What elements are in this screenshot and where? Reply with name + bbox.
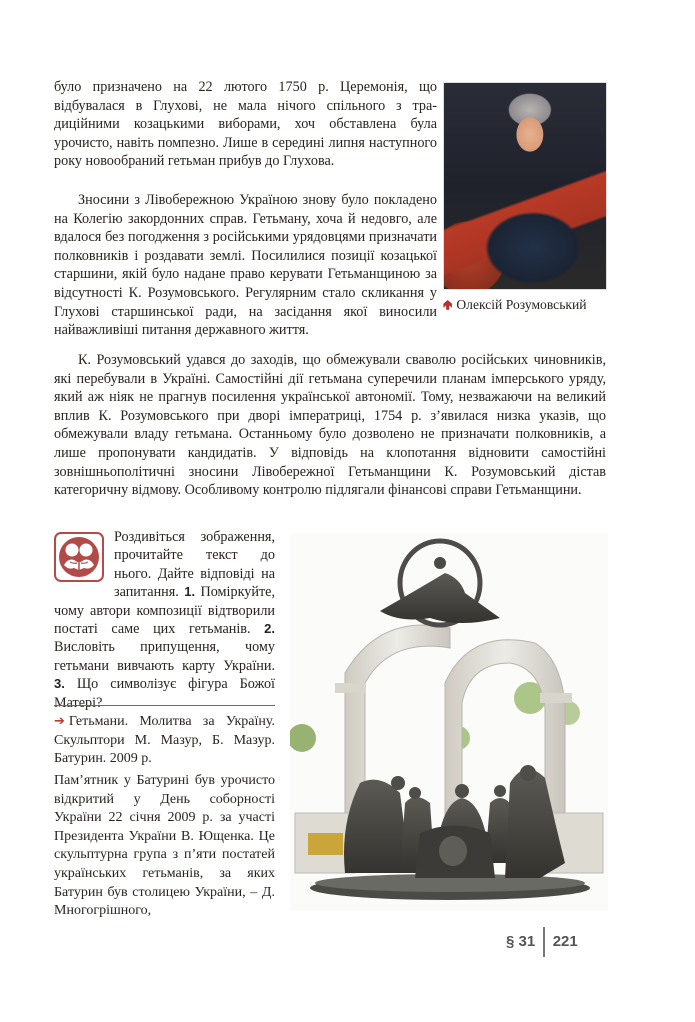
arrow-right-icon: ➔ <box>54 714 65 729</box>
section-number: § 31 <box>506 933 536 950</box>
question-1: Поміркуйте, чому автори композиції відтворили постаті саме цих гетьманів. <box>54 584 275 638</box>
monument-photo <box>290 533 608 911</box>
question-3-number: 3. <box>54 676 65 692</box>
relations-paragraph: Зносини з Лівобережною Україною знову було покладено на Колегію закордонних справ. Гетьману, хоча й недовго, але вдалося без погодження з російськими урядовцями призначати полковників і роздавати землі. Посилилися позиції козацької старшини, якій було надане право керувати Гетьманщиною за відсутності К. Розумовського. Регулярним стало скликання у Глухові старшинської ради, на засідання якої виносили найважливіші питання державного життя. <box>54 192 437 339</box>
portrait-caption <box>443 297 613 314</box>
intro-paragraph: було призначено на 22 лютого 1750 р. Церемонія, що відбувалася в Глухові, не мала нічого спільного з традиційними козацькими виборами, хоч обставлена була урочисто, навіть помпезно. Лише в середині липня наступного року новообраний гетьман прибув до Глухова. <box>54 79 437 170</box>
portrait-image <box>443 82 607 290</box>
monument-caption-text: Гетьмани. Молитва за Україну. Скульптори М. Мазур, Б. Мазур. Батурин. 2009 р. <box>54 714 275 767</box>
divider <box>54 705 275 706</box>
footer-separator <box>543 927 545 957</box>
arrow-up-icon: 🢁 <box>443 298 453 313</box>
monument-caption <box>54 713 275 769</box>
page-footer <box>506 927 578 957</box>
question-3: Що символізує фігура Божої Матері? <box>54 676 275 711</box>
question-1-number: 1. <box>184 584 196 600</box>
monument-description: Пам’ятник у Батурині був урочисто відкритий у День соборності України 22 січня 2009 р. за участі Президента України В. Ющенка. Це скульптурна група з п’яти постатей українських гетьманів, за яких Батурин був столицею України, – Д. Многогрішного, <box>54 773 275 919</box>
page-number: 221 <box>552 933 578 950</box>
task-intro: Роздивіться зображення, прочитайте текст до нього. Дайте відповіді на запитання. <box>114 529 275 601</box>
question-2-number: 2. <box>264 621 275 637</box>
task-block <box>54 528 275 712</box>
question-2: Висловіть припущення, чому гетьмани вивчають карту України. <box>54 639 275 674</box>
measures-paragraph: К. Розумовський удався до заходів, що обмежували сваволю російських чиновників, які перебували в Україні. Самостійні дії гетьмана суперечили планам імперського уряду, який аж ніяк не прагнув посилення української автономії. Тому, незважаючи на великий вплив К. Розумовського при дворі імператриці, 1754 р. з’явилася низка указів, що обмежували владу гетьмана. Останньому було дозволено не призначати полковників, а лише пропонувати кандидатів. У відповідь на клопотання відновити самостійні зовнішньополітичні зносини Лівобережної Гетьманщини К. Розумовський дістав категоричну відмову. Особливому контролю підлягали фінансові справи Гетьманщини. <box>54 352 606 499</box>
portrait-caption-text: Олексій Розумовський <box>456 297 587 312</box>
icon-spacer <box>54 528 114 600</box>
